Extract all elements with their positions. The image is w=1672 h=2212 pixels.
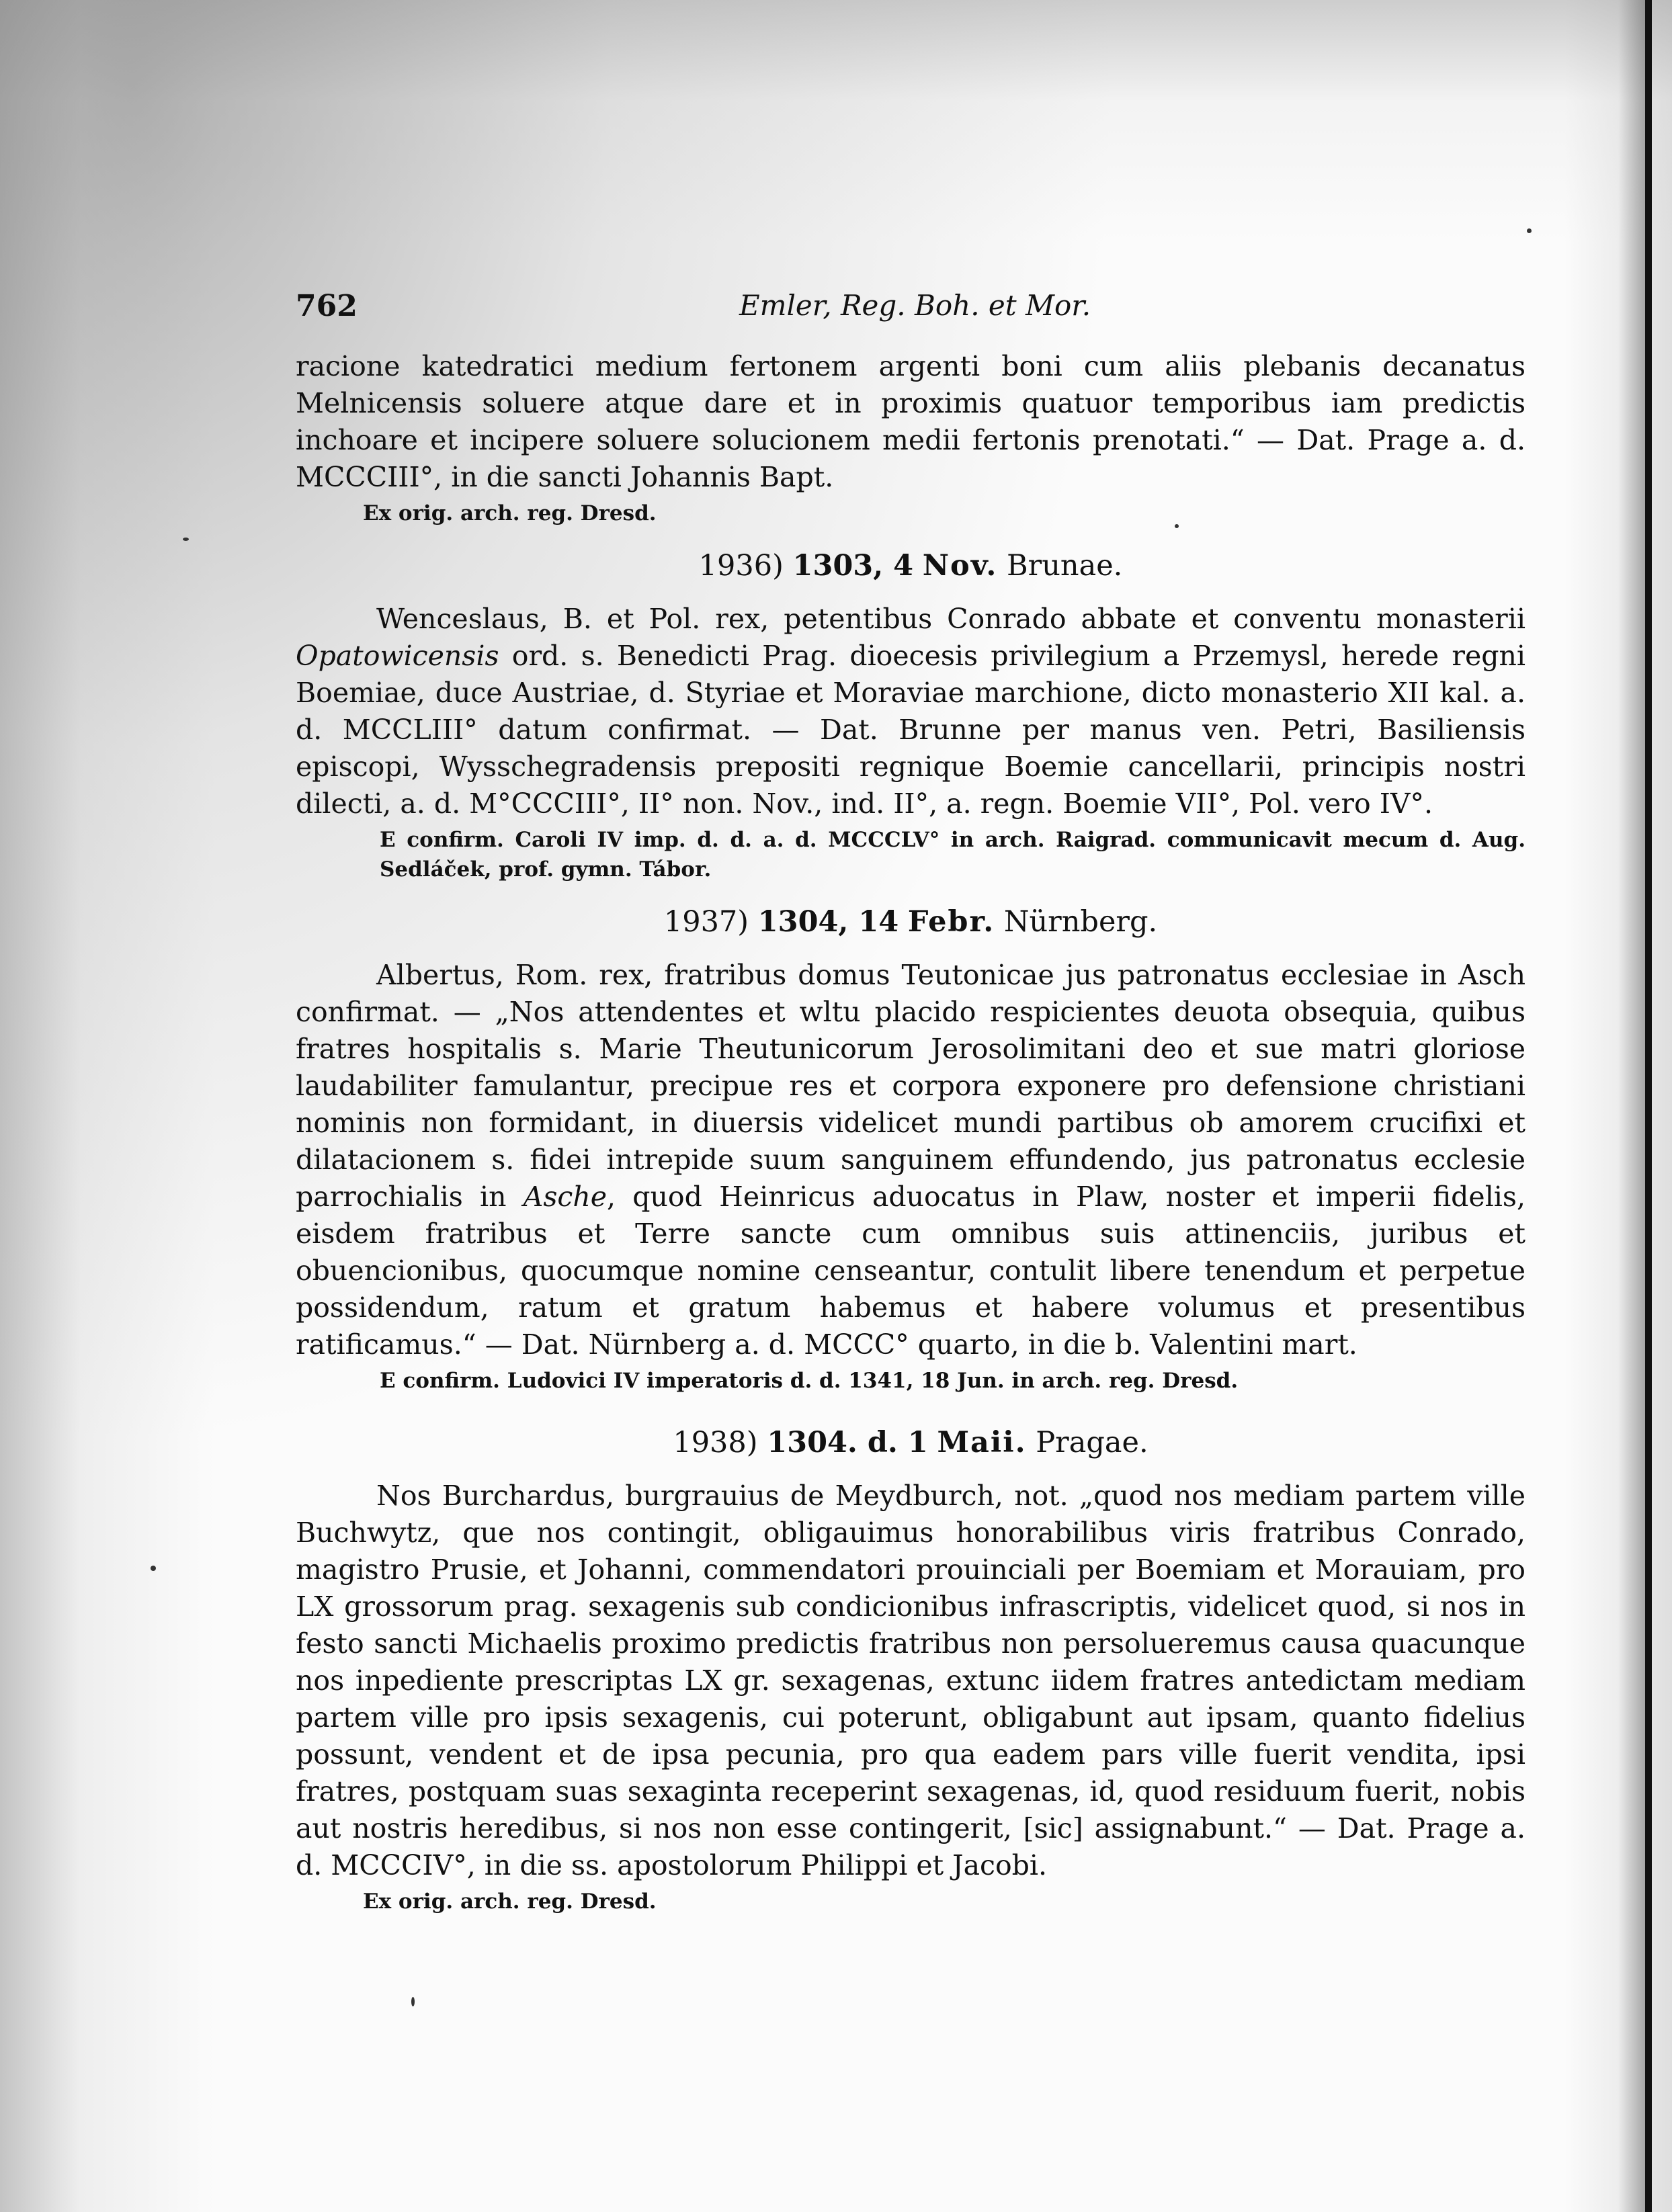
entry-body-1938 (296, 1478, 1525, 1884)
entry-heading-1938 (296, 1422, 1525, 1463)
page-header (296, 289, 1525, 329)
entry-number: 1938) (673, 1426, 758, 1459)
entry-place: Brunae. (1007, 549, 1123, 583)
entry-source-note-1936: E confirm. Caroli IV imp. d. d. a. d. MCCCLV° in arch. Raigrad. communicavit mecum d. Aug. Sedláček, prof. gymn. Tábor. (380, 828, 1525, 882)
entry-place: Nürnberg. (1003, 905, 1158, 939)
entry-place: Pragae. (1036, 1426, 1148, 1459)
entry-heading-1936 (296, 546, 1525, 586)
document-page (296, 289, 1525, 1916)
entry-body-1936 (296, 601, 1525, 822)
continuation-source-note: Ex orig. arch. reg. Dresd. (363, 501, 657, 525)
entry-source-note-1937: E confirm. Ludovici IV imperatoris d. d. 1341, 18 Jun. in arch. reg. Dresd. (380, 1369, 1239, 1393)
entry-body-italic: Opatowicensis (296, 640, 499, 672)
entry-body-text: Wenceslaus, B. et Pol. rex, petentibus Conrado abbate et conventu monasterii (376, 603, 1525, 635)
entry-date: 1304. d. 1 (767, 1426, 928, 1459)
entry-body-text: Albertus, Rom. rex, fratribus domus Teutonicae jus patronatus ecclesiae in Asch confirmat. — „Nos attendentes et wltu placido respicientes deuota obsequia, quibus fratres hospitalis s. Marie Theutunicorum Jerosolimitani deo et sue matri gloriose laudabiliter famulantur, precipue res et corpora exponere pro defensione christiani nominis non formidant, in diuersis videlicet mundi partibus ob amorem crucifixi et dilatacionem s. fidei intrepide suum sanguinem effundendo, jus patronatus ecclesie parrochialis in (296, 959, 1525, 1213)
dust-speck (183, 538, 189, 541)
page-number: 762 (296, 289, 358, 323)
entry-body-italic: Asche (523, 1181, 608, 1213)
continuation-paragraph: racione katedratici medium fertonem argenti boni cum aliis plebanis decanatus Melnicensis soluere atque dare et in proximis quatuor temporibus iam predictis inchoare et incipere soluere solucionem medii fertonis prenotati.“ — Dat. Prage a. d. MCCCIII°, in die sancti Johannis Bapt. (296, 350, 1525, 493)
entry-month: Febr. (907, 905, 995, 939)
page-edge-shadow (1618, 0, 1645, 2212)
entry-source-note-1938: Ex orig. arch. reg. Dresd. (363, 1889, 657, 1914)
entry-body-1937 (296, 957, 1525, 1363)
entry-heading-1937 (296, 902, 1525, 942)
entry-month: Nov. (922, 549, 998, 583)
dust-speck (411, 1997, 415, 2006)
entry-number: 1937) (663, 905, 749, 939)
page-edge-bar (1645, 0, 1652, 2212)
dust-speck (151, 1566, 156, 1571)
running-title: Emler, Reg. Boh. et Mor. (739, 289, 1091, 322)
entry-date: 1304, 14 (757, 905, 899, 939)
entry-number: 1936) (698, 549, 784, 583)
entry-body-text: , quod Heinricus aduocatus in Plaw, noster et imperii fidelis, eisdem fratribus et Terre sancte cum omnibus suis attinenciis, juribus et obuencionibus, quocumque nomine censeantur, contulit libere tenendum et perpetue possidendum, ratum et gratum habemus et habere volumus et presentibus ratificamus.“ — Dat. Nürnberg a. d. MCCC° quarto, in die b. Valentini mart. (296, 1181, 1525, 1361)
entry-body-text: Nos Burchardus, burgrauius de Meydburch, not. „quod nos mediam partem ville Buchwytz, que nos contingit, obligauimus honorabilibus viris fratribus Conrado, magistro Prusie, et Johanni, commendatori prouinciali per Boemiam et Morauiam, pro LX grossorum prag. sexagenis sub condicionibus infrascriptis, videlicet quod, si nos in festo sancti Michaelis proximo predictis fratribus non persolueremus causa quacunque nos inpediente prescriptas LX gr. sexagenas, extunc iidem fratres antedictam mediam partem ville pro ipsis sexagenis, cui poterunt, obligabunt aut ipsam, quanto fidelius possunt, vendent et de ipsa pecunia, pro qua eadem pars ville fuerit vendita, ipsi fratres, postquam suas sexaginta receperint sexagenas, id, quod residuum fuerit, nobis aut nostris heredibus, si nos non esse contingerit, [sic] assignabunt.“ — Dat. Prage a. d. MCCCIV°, in die ss. apostolorum Philippi et Jacobi. (296, 1480, 1525, 1881)
entry-date: 1303, 4 (792, 549, 914, 583)
entry-body-text: ord. s. Benedicti Prag. dioecesis privilegium a Przemysl, herede regni Boemiae, duce Austriae, d. Styriae et Moraviae marchione, dicto monasterio XII kal. a. d. MCCLIII° datum confirmat. — Dat. Brunne per manus ven. Petri, Basiliensis episcopi, Wysschegradensis prepositi regnique Boemie cancellarii, principis nostri dilecti, a. d. M°CCCIII°, II° non. Nov., ind. II°, a. regn. Boemie VII°, Pol. vero IV°. (296, 640, 1525, 820)
dust-speck (1527, 228, 1532, 233)
entry-month: Maii. (937, 1426, 1027, 1459)
